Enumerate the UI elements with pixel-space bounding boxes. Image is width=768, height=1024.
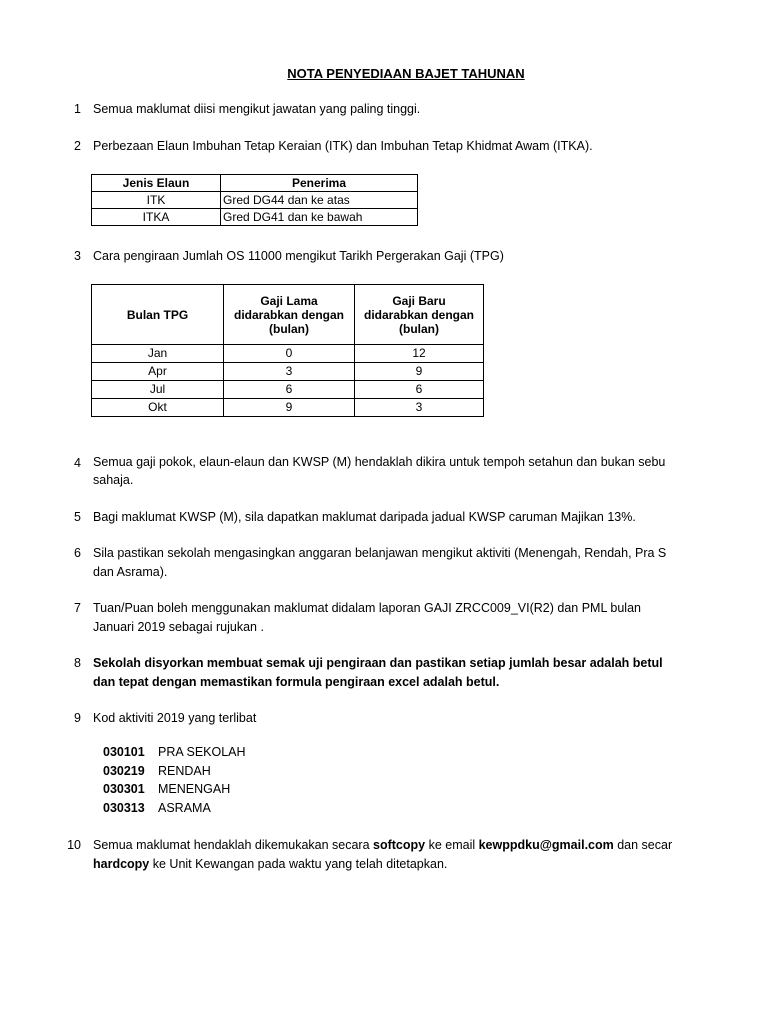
- table-cell: ITKA: [92, 209, 221, 226]
- item-text: Kod aktiviti 2019 yang terlibat: [93, 711, 257, 725]
- table-header-row: [92, 285, 484, 345]
- elaun-table: [91, 174, 418, 226]
- table-cell: Gred DG41 dan ke bawah: [221, 209, 418, 226]
- item-number: 7: [74, 601, 81, 615]
- table-row: [92, 209, 418, 226]
- kod-code: 030301: [103, 782, 145, 796]
- text-fragment: Semua maklumat hendaklah dikemukakan secara: [93, 838, 374, 852]
- header-line: (bulan): [399, 321, 439, 336]
- kod-code: 030219: [103, 764, 145, 778]
- kod-label: MENENGAH: [158, 782, 231, 796]
- table-cell: Apr: [92, 363, 224, 381]
- kod-code: 030101: [103, 745, 145, 759]
- item-number: 5: [74, 510, 81, 524]
- item-text: Sila pastikan sekolah mengasingkan anggaran belanjawan mengikut aktiviti (Menengah, Rendah, Pra S: [93, 546, 667, 560]
- item-text: [93, 855, 447, 874]
- item-text: Tuan/Puan boleh menggunakan maklumat didalam laporan GAJI ZRCC009_VI(R2) dan PML bulan: [93, 601, 641, 615]
- item-text: Januari 2019 sebagai rujukan .: [93, 620, 264, 634]
- header-line: Gaji Lama: [260, 293, 318, 308]
- header-line: Gaji Baru: [392, 293, 446, 308]
- item-text: Sekolah disyorkan membuat semak uji pengiraan dan pastikan setiap jumlah besar adalah betul: [93, 656, 663, 670]
- kod-label: RENDAH: [158, 764, 211, 778]
- table-cell: 6: [355, 381, 484, 399]
- item-number: 10: [67, 838, 81, 852]
- kod-label: ASRAMA: [158, 801, 211, 815]
- table-row: [92, 192, 418, 209]
- table-row: [92, 399, 484, 417]
- item-number: 3: [74, 249, 81, 263]
- table-row: [92, 345, 484, 363]
- text-fragment: dan secar: [613, 838, 673, 852]
- table-header: Penerima: [221, 175, 418, 192]
- item-text: dan Asrama).: [93, 565, 168, 579]
- item-text: Semua gaji pokok, elaun-elaun dan KWSP (M) hendaklah dikira untuk tempoh setahun dan bukan sebu: [93, 455, 666, 469]
- header-line: (bulan): [269, 321, 309, 336]
- item-number: 6: [74, 546, 81, 560]
- table-header: Bulan TPG: [92, 285, 224, 345]
- table-cell: Jul: [92, 381, 224, 399]
- text-fragment: hardcopy: [93, 857, 150, 871]
- table-cell: 9: [224, 399, 355, 417]
- table-cell: ITK: [92, 192, 221, 209]
- tpg-table: [91, 284, 484, 417]
- item-number: 9: [74, 711, 81, 725]
- header-line: didarabkan dengan: [363, 307, 475, 322]
- table-cell: Gred DG44 dan ke atas: [221, 192, 418, 209]
- item-text: [93, 836, 672, 855]
- table-cell: 3: [224, 363, 355, 381]
- table-cell: 9: [355, 363, 484, 381]
- text-fragment: ke email: [425, 838, 479, 852]
- text-fragment: softcopy: [373, 838, 426, 852]
- item-number: 2: [74, 139, 81, 153]
- item-text: Bagi maklumat KWSP (M), sila dapatkan maklumat daripada jadual KWSP caruman Majikan 13%.: [93, 510, 636, 524]
- table-cell: 0: [224, 345, 355, 363]
- table-header: Jenis Elaun: [92, 175, 221, 192]
- table-header-row: [92, 175, 418, 192]
- kod-label: PRA SEKOLAH: [158, 745, 246, 759]
- page-title: NOTA PENYEDIAAN BAJET TAHUNAN: [287, 66, 525, 81]
- table-header: [224, 285, 355, 345]
- text-fragment: ke Unit Kewangan pada waktu yang telah ditetapkan.: [149, 857, 448, 871]
- item-text: sahaja.: [93, 473, 134, 487]
- kod-code: 030313: [103, 801, 145, 815]
- table-header: [355, 285, 484, 345]
- item-number: 4: [74, 456, 81, 470]
- item-number: 8: [74, 656, 81, 670]
- table-cell: Jan: [92, 345, 224, 363]
- table-cell: Okt: [92, 399, 224, 417]
- table-row: [92, 381, 484, 399]
- table-cell: 12: [355, 345, 484, 363]
- header-line: didarabkan dengan: [233, 307, 345, 322]
- item-text: Perbezaan Elaun Imbuhan Tetap Keraian (ITK) dan Imbuhan Tetap Khidmat Awam (ITKA).: [93, 139, 593, 153]
- item-text: Cara pengiraan Jumlah OS 11000 mengikut Tarikh Pergerakan Gaji (TPG): [93, 249, 504, 263]
- email-text: kewppdku@gmail.com: [478, 838, 614, 852]
- item-number: 1: [74, 102, 81, 116]
- table-cell: 6: [224, 381, 355, 399]
- table-cell: 3: [355, 399, 484, 417]
- item-text: Semua maklumat diisi mengikut jawatan yang paling tinggi.: [93, 102, 421, 116]
- table-row: [92, 363, 484, 381]
- item-text: dan tepat dengan memastikan formula pengiraan excel adalah betul.: [93, 675, 500, 689]
